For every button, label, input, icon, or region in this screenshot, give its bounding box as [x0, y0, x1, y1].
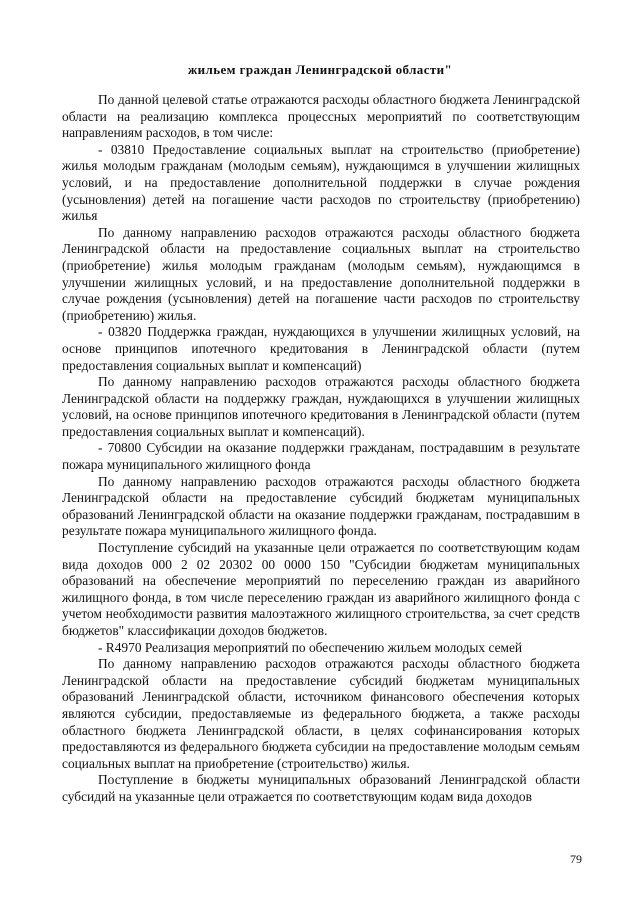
item-03820: - 03820 Поддержка граждан, нуждающихся в улучшении жилищных условий, на основе принципов ипотечного кредитования в Ленинградской области (путем предоставления социальных выплат и компенсаций) [62, 324, 580, 373]
page-number: 79 [570, 852, 582, 866]
paragraph-70800-description: По данному направлению расходов отражаются расходы областного бюджета Ленинградской области на предоставление субсидий бюджетам муниципальных образований Ленинградской области на оказание поддержки гражданам, пострадавшим в результате пожара муниципального жилищного фонда. [62, 473, 580, 539]
item-R4970: - R4970 Реализация мероприятий по обеспечению жильем молодых семей [98, 639, 523, 655]
item-03810: - 03810 Предоставление социальных выплат на строительство (приобретение) жилья молодым гражданам (молодым семьям), нуждающимся в улучшении жилищных условий, и на предоставление дополнительной поддержки в случае рождения (усыновления) детей на погашение части расходов по строительству (приобретению) жилья [62, 141, 580, 224]
document-body [62, 92, 580, 806]
intro-paragraph: По данной целевой статье отражаются расходы областного бюджета Ленинградской области на реализацию комплекса процессных мероприятий по соответствующим направлениям расходов, в том числе: [62, 92, 580, 141]
paragraph-R4970-description: По данному направлению расходов отражаются расходы областного бюджета Ленинградской области на предоставление субсидий бюджетам муниципальных образований Ленинградской области, источником финансового обеспечения которых являются субсидии, предоставляемые из федерального бюджета, а также расходы областного бюджета Ленинградской области, в целях софинансирования которых предоставляются из федерального бюджета субсидии на предоставление молодым семьям социальных выплат на приобретение (строительство) жилья. [62, 656, 580, 771]
paragraph-03820-description: По данному направлению расходов отражаются расходы областного бюджета Ленинградской области на поддержку граждан, нуждающихся в улучшении жилищных условий, на основе принципов ипотечного кредитования в Ленинградской области (путем предоставления социальных выплат и компенсаций). [62, 374, 580, 439]
paragraph-03810-description: По данному направлению расходов отражаются расходы областного бюджета Ленинградской области на предоставление социальных выплат на строительство (приобретение) жилья молодым гражданам (молодым семьям), нуждающимся в улучшении жилищных условий, и на предоставление дополнительной поддержки в случае рождения (усыновления) детей на погашение части расходов по строительству (приобретению) жилья. [62, 224, 580, 323]
paragraph-R4970-revenue: Поступление в бюджеты муниципальных образований Ленинградской области субсидий на указанные цели отражается по соответствующим кодам вида доходов [62, 772, 580, 804]
item-70800: - 70800 Субсидии на оказание поддержки гражданам, пострадавшим в результате пожара муниципального жилищного фонда [62, 440, 580, 473]
page-title: жильем граждан Ленинградской области" [187, 62, 453, 77]
paragraph-70800-revenue-codes: Поступление субсидий на указанные цели отражается по соответствующим кодам вида доходов 000 2 02 20302 00 0000 150 "Субсидии бюджетам муниципальных образований на обеспечение мероприятий по переселению граждан из аварийного жилищного фонда, в том числе переселению граждан из аварийного жилищного фонда с учетом необходимости развития малоэтажного жилищного строительства, за счет средств бюджетов" классификации доходов бюджетов. [62, 540, 580, 638]
